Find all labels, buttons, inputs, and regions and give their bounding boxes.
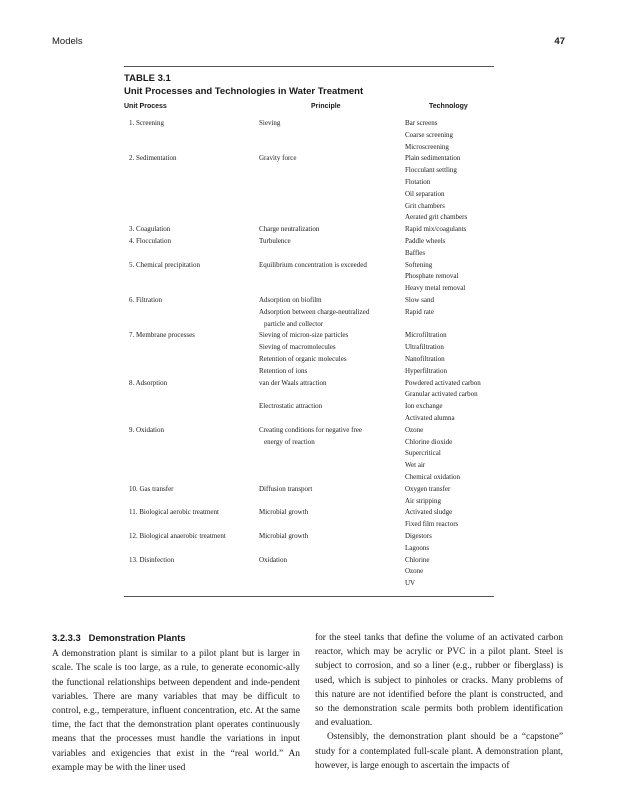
- principle-cell: [259, 378, 399, 425]
- principle-cell-line: Sieving: [259, 119, 281, 127]
- page-number: 47: [554, 36, 565, 47]
- technology-cell: [405, 531, 505, 555]
- principle-cell: [259, 425, 399, 449]
- unit-process-cell: [129, 484, 254, 496]
- column-header-unit-process: Unit Process: [124, 103, 167, 110]
- technology-cell-line: Supercritical: [405, 449, 441, 458]
- principle-cell-line: Electrostatic attraction: [259, 402, 323, 411]
- body-column-left: [52, 631, 300, 775]
- technology-cell-line: [405, 319, 505, 331]
- paragraph-left: A demonstration plant is similar to a pilot plant but is larger in scale. The scale is too large, as a rule, to generate economic-ally the functional relationships between dependent and inde-pendent variables. There are many variables that may be difficult to control, e.g., temperature, influent concentration, etc. At the same time, the fact that the demonstration plant operates continuously means that the processes must handle the variations in input variables and exigencies that exist in the “real world.” An example may be with the liner used: [52, 649, 300, 773]
- technology-cell-line: Granular activated carbon: [405, 390, 478, 399]
- technology-cell-line: Chlorine: [405, 555, 430, 564]
- technology-cell: [405, 236, 505, 260]
- principle-cell-line: [259, 389, 399, 401]
- technology-cell: [405, 224, 505, 236]
- technology-cell: [405, 507, 505, 531]
- unit-process-cell-line: 10. Gas transfer: [129, 484, 174, 493]
- section-heading: [52, 631, 300, 645]
- technology-cell-line: Grit chambers: [405, 201, 445, 210]
- unit-process-cell: [129, 555, 254, 567]
- technology-cell-line: Rapid rate: [405, 307, 434, 316]
- technology-cell-line: Fixed film reactors: [405, 520, 459, 529]
- technology-cell-line: Baffles: [405, 248, 426, 257]
- section-number: 3.2.3.3: [52, 632, 81, 643]
- body-column-right: [315, 631, 563, 773]
- principle-cell: [259, 153, 399, 165]
- table-row: [124, 484, 494, 508]
- principle-cell-line: van der Waals attraction: [259, 378, 327, 387]
- technology-cell-line: Aerated grit chambers: [405, 213, 468, 222]
- technology-cell-line: Phosphate removal: [405, 272, 459, 281]
- principle-cell-line: Adsorption on biofilm: [259, 295, 322, 304]
- unit-process-cell-line: 4. Flocculation: [129, 236, 171, 245]
- table-row: [124, 295, 494, 330]
- technology-cell-line: Microfiltration: [405, 331, 447, 340]
- unit-process-cell: [129, 224, 254, 236]
- table-row: [124, 118, 494, 153]
- principle-cell-line: Retention of organic molecules: [259, 354, 347, 363]
- table-label: TABLE 3.1: [124, 73, 171, 84]
- principle-cell-line: Gravity force: [259, 154, 297, 163]
- technology-cell-line: Coarse screening: [405, 130, 454, 139]
- principle-cell: [259, 330, 399, 377]
- paragraph-right-2: Ostensibly, the demonstration plant should be a “capstone” study for a contemplated full-scale plant. A demonstration plant, however, is large enough to ascertain the impacts of: [315, 732, 563, 771]
- technology-cell: [405, 555, 505, 590]
- technology-cell-line: Plain sedimentation: [405, 154, 461, 163]
- unit-process-cell: [129, 295, 254, 307]
- unit-process-cell-line: 2. Sedimentation: [129, 154, 177, 163]
- technology-cell-line: Hyperfiltration: [405, 366, 447, 375]
- technology-cell: [405, 153, 505, 224]
- technology-cell-line: Bar screens: [405, 119, 438, 127]
- table-body: [124, 118, 494, 590]
- principle-cell-line: energy of reaction: [264, 437, 315, 446]
- principle-cell-line: Oxidation: [259, 555, 287, 564]
- technology-cell: [405, 260, 505, 295]
- technology-cell: [405, 330, 505, 377]
- unit-process-cell-line: 9. Oxidation: [129, 425, 164, 434]
- unit-process-cell: [129, 118, 254, 130]
- unit-process-cell: [129, 330, 254, 342]
- principle-cell-line: Creating conditions for negative free: [259, 425, 363, 434]
- principle-cell-line: Adsorption between charge-neutralized: [259, 307, 370, 316]
- technology-cell-line: Chlorine dioxide: [405, 437, 453, 446]
- principle-cell: [259, 260, 399, 272]
- principle-cell: [259, 507, 399, 519]
- unit-process-cell: [129, 378, 254, 390]
- table-row: [124, 378, 494, 425]
- technology-cell-line: Microscreening: [405, 142, 449, 151]
- technology-cell: [405, 484, 505, 508]
- unit-process-cell: [129, 153, 254, 165]
- principle-cell-line: Microbial growth: [259, 531, 309, 540]
- technology-cell-line: Oxygen transfer: [405, 484, 451, 493]
- column-header-technology: Technology: [429, 103, 468, 110]
- principle-cell: [259, 236, 399, 248]
- table-row: [124, 260, 494, 295]
- principle-cell: [259, 295, 399, 330]
- table-3-1: [124, 66, 494, 597]
- table-row: [124, 153, 494, 224]
- unit-process-cell: [129, 260, 254, 272]
- principle-cell-line: Sieving of micron-size particles: [259, 331, 349, 340]
- technology-cell: [405, 295, 505, 330]
- running-head-section: Models: [52, 36, 83, 47]
- table-row: [124, 507, 494, 531]
- technology-cell: [405, 118, 505, 153]
- principle-cell-line: Turbulence: [259, 236, 291, 245]
- technology-cell-line: Ozone: [405, 425, 424, 434]
- principle-cell: [259, 118, 399, 130]
- technology-cell-line: Powdered activated carbon: [405, 378, 481, 387]
- technology-cell-line: Heavy metal removal: [405, 284, 466, 293]
- technology-cell-line: UV: [405, 579, 416, 588]
- principle-cell-line: [259, 413, 399, 425]
- table-title: Unit Processes and Technologies in Water Treatment: [124, 86, 364, 97]
- technology-cell-line: Oil separation: [405, 189, 445, 198]
- technology-cell-line: Ozone: [405, 567, 424, 576]
- principle-cell-line: Charge neutralization: [259, 225, 320, 234]
- principle-cell-line: Retention of ions: [259, 366, 308, 375]
- table-column-headers: [124, 103, 494, 117]
- technology-cell-line: Digestors: [405, 531, 432, 540]
- paragraph-right-1: for the steel tanks that define the volume of an activated carbon reactor, which may be acrylic or PVC in a pilot plant. Steel is subject to corrosion, and so a liner (e.g., rubber or fiberglass) is used, which is subject to pinholes or cracks. Many problems of this nature are not identified before the plant is constructed, and so the demonstration scale permits both problem identification and evaluation.: [315, 633, 563, 729]
- unit-process-cell-line: 13. Disinfection: [129, 555, 175, 564]
- unit-process-cell: [129, 236, 254, 248]
- unit-process-cell-line: 3. Coagulation: [129, 225, 171, 234]
- technology-cell: [405, 378, 505, 425]
- table-row: [124, 425, 494, 484]
- table-row: [124, 330, 494, 377]
- technology-cell-line: Lagoons: [405, 543, 430, 552]
- principle-cell-line: Equilibrium concentration is exceeded: [259, 260, 367, 269]
- technology-cell-line: Paddle wheels: [405, 236, 446, 245]
- technology-cell-line: Wet air: [405, 461, 426, 470]
- unit-process-cell-line: 1. Screening: [129, 119, 164, 127]
- unit-process-cell: [129, 425, 254, 437]
- technology-cell-line: Flocculant settling: [405, 166, 457, 175]
- principle-cell-line: Sieving of macromolecules: [259, 343, 336, 352]
- principle-cell: [259, 531, 399, 543]
- technology-cell-line: Chemical oxidation: [405, 472, 461, 481]
- unit-process-cell-line: 12. Biological anaerobic treatment: [129, 531, 226, 540]
- principle-cell-line: Diffusion transport: [259, 484, 313, 493]
- section-title: Demonstration Plants: [88, 632, 186, 643]
- column-header-principle: Principle: [311, 103, 341, 110]
- unit-process-cell: [129, 507, 254, 519]
- technology-cell-line: Activated alumna: [405, 413, 455, 422]
- unit-process-cell: [129, 531, 254, 543]
- technology-cell: [405, 425, 505, 484]
- table-row: [124, 224, 494, 236]
- technology-cell-line: Softening: [405, 260, 433, 269]
- unit-process-cell-line: 5. Chemical precipitation: [129, 260, 200, 269]
- principle-cell: [259, 484, 399, 496]
- unit-process-cell-line: 6. Filtration: [129, 295, 163, 304]
- technology-cell-line: Rapid mix/coagulants: [405, 225, 467, 234]
- table-row: [124, 236, 494, 260]
- technology-cell-line: Nanofiltration: [405, 354, 445, 363]
- technology-cell-line: Flotation: [405, 177, 431, 186]
- principle-cell-line: Microbial growth: [259, 508, 309, 517]
- principle-cell: [259, 555, 399, 567]
- running-head: [52, 36, 565, 50]
- table-bottom-rule: [124, 596, 494, 597]
- unit-process-cell-line: 7. Membrane processes: [129, 331, 195, 340]
- technology-cell-line: Ion exchange: [405, 402, 443, 411]
- technology-cell-line: Activated sludge: [405, 508, 453, 517]
- technology-cell-line: Ultrafiltration: [405, 343, 444, 352]
- technology-cell-line: Air stripping: [405, 496, 441, 505]
- table-top-rule: [124, 66, 494, 67]
- technology-cell-line: Slow sand: [405, 295, 434, 304]
- principle-cell-line: particle and collector: [264, 319, 324, 328]
- unit-process-cell-line: 8. Adsorption: [129, 378, 168, 387]
- unit-process-cell-line: 11. Biological aerobic treatment: [129, 508, 219, 517]
- table-row: [124, 531, 494, 555]
- principle-cell: [259, 224, 399, 236]
- table-row: [124, 555, 494, 590]
